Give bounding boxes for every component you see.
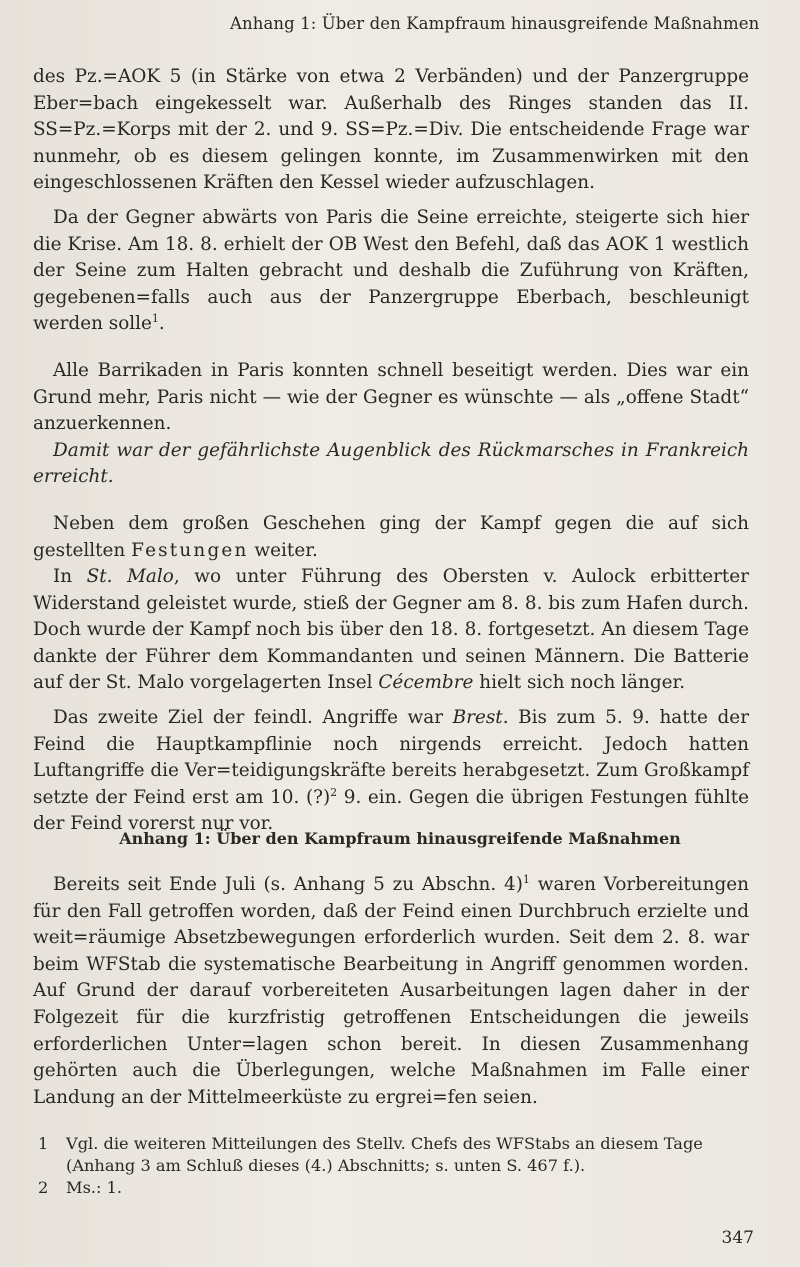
footnotes [38,1133,758,1199]
footnote-ref-1: 1 [151,312,159,326]
page-number: 347 [721,1228,754,1248]
section-text-b: waren Vorbereitungen für den Fall getroffen worden, daß der Feind einen Durchbruch erzielte und weit=räumige Absetzbewegungen erforderlich wurden. Seit dem 2. 8. war beim WFStab die systematische Bearbeitung in Angriff genommen worden. Auf Grund der darauf vorbereiteten Ausarbeitungen lagen daher in der Folgezeit für die kurzfristig getroffenen Entscheidungen die jeweils erforderlichen Unter=lagen schon bereit. In diesen Zusammenhang gehörten auch die Überlegungen, welche Maßnahmen im Falle einer Landung an der Mittelmeerküste zu ergrei=fen seien. [33,874,749,1108]
paragraph-7-c: 9. ein. Gegen die übrigen Festungen fühlte der Feind vorerst nur vor. [33,786,749,835]
paragraph-5-text: Neben dem großen Geschehen ging der Kampf gegen die auf sich gestellten [33,512,749,561]
footnote-ref-2: 2 [330,785,338,799]
paragraph-5-end: weiter. [248,539,318,561]
paragraph-6 [33,564,749,697]
paragraph-7-b: . Bis zum 5. 9. hatte der Feind die Hauptkampflinie noch nirgends erreicht. Jedoch hatten Luftangriffe die Ver=teidigungskräfte bereits herabgesetzt. Zum Großkampf setzte der Feind erst am 10. (?) [33,707,749,808]
paragraph-6-c: hielt sich noch länger. [473,672,686,694]
body-text [33,64,749,838]
footnote-text: Vgl. die weiteren Mitteilungen des Stellv. Chefs des WFStabs an diesem Tage (Anhang 3 am Schluß dieses (4.) Abschnitts; s. unten S. 467 f.). [66,1134,703,1175]
paragraph-6-b: , wo unter Führung des Obersten v. Aulock erbitterter Widerstand geleistet wurde, stieß der Gegner am 8. 8. bis zum Hafen durch. Doch wurde der Kampf noch bis über den 18. 8. fortgesetzt. An diesem Tage dankte der Führer dem Kommandanten und seinen Männern. Die Batterie auf der St. Malo vorgelagerten Insel [33,566,749,694]
paragraph-2 [33,205,749,338]
paragraph-6-a: In [53,566,87,588]
section-footnote-ref: 1 [522,873,530,886]
section-paragraph [33,872,749,1111]
place-cecembre: Cécembre [378,672,474,694]
place-st-malo: St. Malo [86,566,174,588]
paragraph-1: des Pz.=AOK 5 (in Stärke von etwa 2 Verbänden) und der Panzergruppe Eber=bach eingekesselt war. Außerhalb des Ringes standen das II. SS=Pz.=Korps mit der 2. und 9. SS=Pz.=Div. Die entscheidende Frage war nunmehr, ob es diesem gelingen konnte, im Zusammenwirken mit den eingeschlossenen Kräften den Kessel wieder aufzuschlagen. [33,66,749,194]
footnote-number: 2 [38,1178,49,1197]
paragraph-7-a: Das zweite Ziel der feindl. Angriffe war [53,707,453,729]
footnote-2 [38,1177,758,1199]
paragraph-4: Damit war der gefährlichste Augenblick des Rückmarsches in Frankreich erreicht. [33,439,749,488]
running-head: Anhang 1: Über den Kampfraum hinausgreifende Maßnahmen [230,14,760,33]
footnote-1 [38,1133,758,1177]
paragraph-7 [33,705,749,838]
paragraph-5 [33,511,749,564]
paragraph-3: Alle Barrikaden in Paris konnten schnell beseitigt werden. Dies war ein Grund mehr, Paris nicht — wie der Gegner es wünschte — als „offene Stadt“ anzuerkennen. [33,359,749,435]
spaced-word: Festungen [131,539,249,561]
section-body [33,872,749,1111]
section-text-a: Bereits seit Ende Juli (s. Anhang 5 zu Abschn. 4) [53,874,523,895]
section-heading: Anhang 1: Über den Kampfraum hinausgreifende Maßnahmen [119,829,681,848]
paragraph-2-end: . [158,313,165,335]
place-brest: Brest [452,707,503,729]
footnote-text: Ms.: 1. [66,1178,123,1197]
footnote-number: 1 [38,1134,49,1153]
paragraph-2-text: Da der Gegner abwärts von Paris die Seine erreichte, steigerte sich hier die Krise. Am 18. 8. erhielt der OB West den Befehl, daß das AOK 1 westlich der Seine zum Halten gebracht und deshalb die Zuführung von Kräften, gegebenen=falls auch aus der Panzergruppe Eberbach, beschleunigt werden solle [33,206,749,335]
